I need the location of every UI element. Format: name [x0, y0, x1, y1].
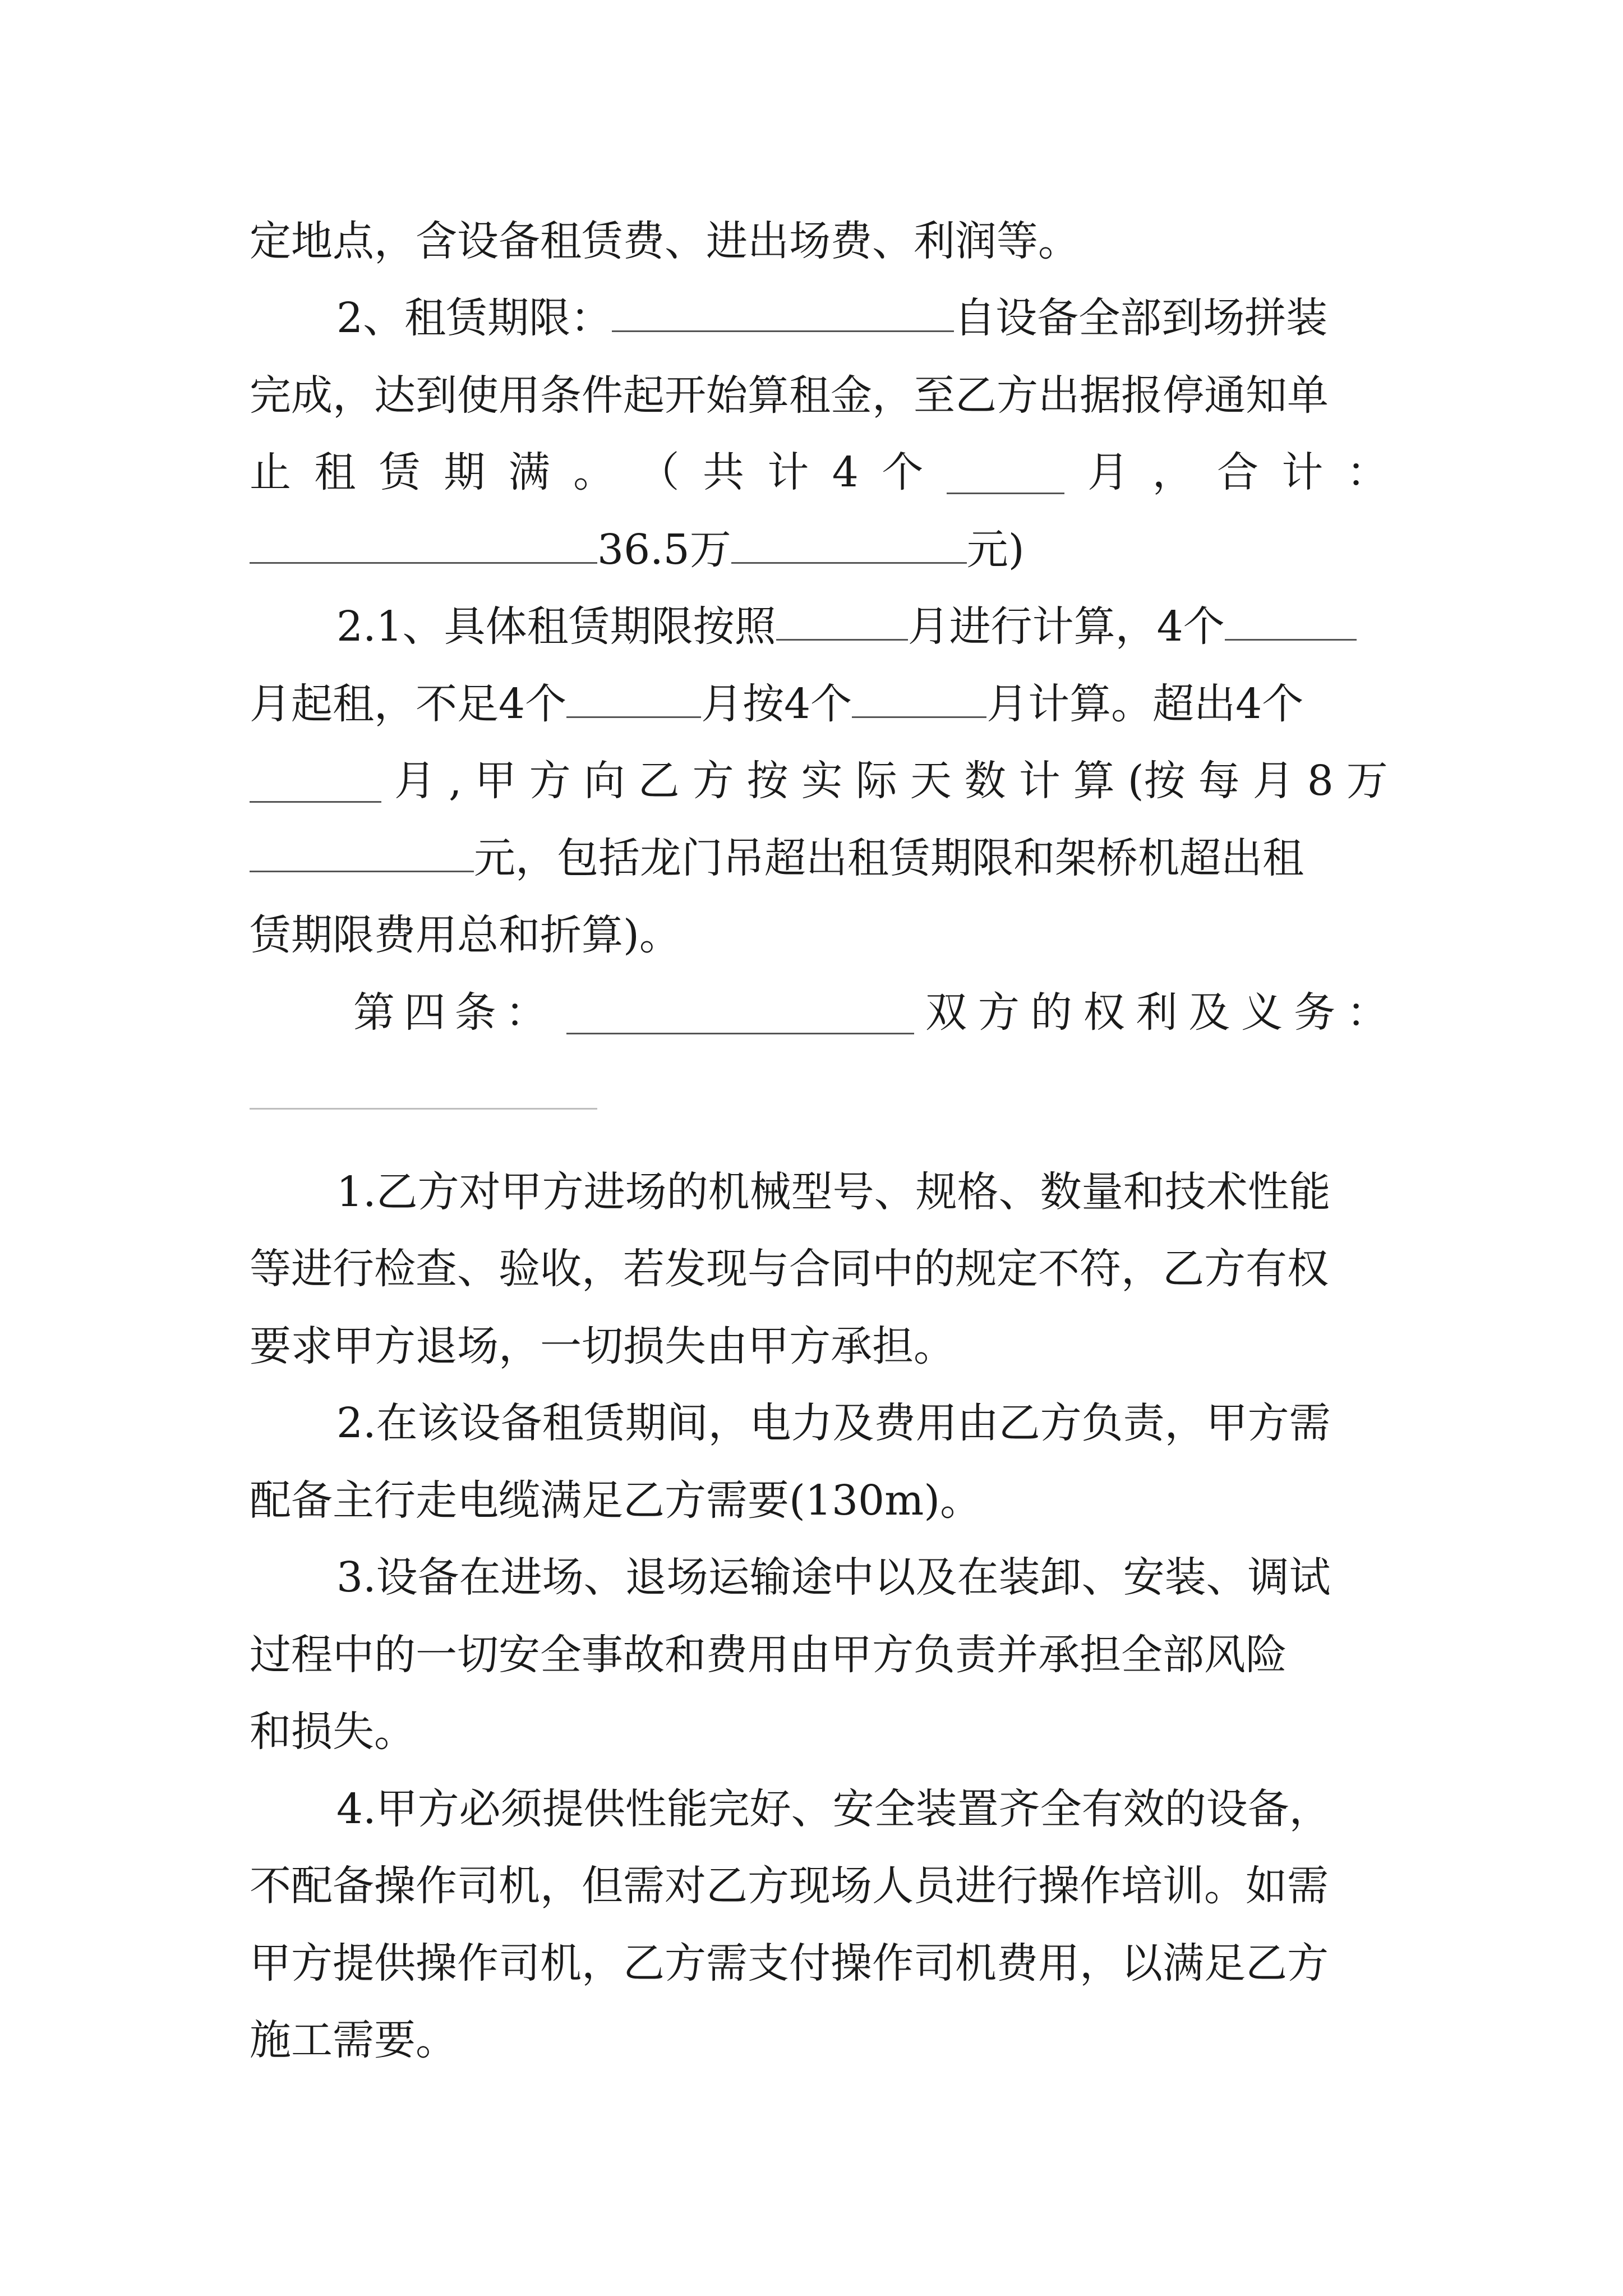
text-span: 不配备操作司机，但需对乙方现场人员进行操作培训。如需 [250, 1862, 1329, 1910]
blank-underline [612, 289, 954, 332]
text-line [250, 1461, 1388, 1540]
text-line [336, 587, 1388, 666]
text-span: 月 [394, 757, 436, 805]
heading-right [925, 973, 1388, 1052]
text-span: 计 [767, 448, 809, 496]
text-span: 2、租赁期限： [336, 294, 612, 342]
text-line [250, 896, 1388, 974]
text-span: 4 [832, 448, 859, 496]
text-span: 共 [702, 448, 744, 496]
text-span: 合 [1217, 448, 1258, 496]
text-line [250, 1847, 1388, 1925]
text-line [250, 819, 1388, 898]
text-span: 方 [692, 757, 734, 805]
text-span: 利 [1136, 988, 1178, 1037]
heading-left [353, 973, 547, 1052]
blank-underline [566, 675, 701, 718]
text-span: （ [638, 448, 680, 496]
text-line [336, 1770, 1388, 1848]
section-heading [353, 973, 1388, 1052]
text-span: 际 [855, 757, 897, 805]
text-span: 配备主行走电缆满足乙方需要(130m)。 [250, 1476, 982, 1525]
text-span: 甲方提供操作司机，乙方需支付操作司机费用，以满足乙方 [250, 1939, 1329, 1987]
text-span: 四 [404, 988, 446, 1037]
text-line [250, 1692, 1388, 1771]
text-span: 36.5万 [597, 526, 731, 574]
text-span: 务 [1294, 988, 1336, 1037]
text-span: ： [505, 988, 547, 1037]
text-line [250, 1307, 1388, 1386]
text-span: 期 [444, 448, 486, 496]
text-line [250, 510, 1388, 589]
text-span: 2.在该设备租赁期间，电力及费用由乙方负责，甲方需 [336, 1399, 1331, 1447]
text-span: 双 [925, 988, 967, 1037]
text-span: 赁期限费用总和折算)。 [250, 911, 681, 959]
text-span: 。 [573, 448, 615, 496]
blank-underline [947, 451, 1064, 494]
text-span: 的 [1030, 988, 1072, 1037]
text-span: ： [1347, 988, 1388, 1037]
text-span: 3.设备在进场、退场运输途中以及在装卸、安装、调试 [336, 1553, 1331, 1602]
text-line [336, 1153, 1388, 1231]
text-span: 完成，达到使用条件起开始算租金，至乙方出据报停通知单 [250, 371, 1329, 420]
text-span: 自设备全部到场拼装 [954, 294, 1328, 342]
text-span: 月按4个 [701, 680, 852, 728]
text-span: 义 [1241, 988, 1283, 1037]
text-span: 乙 [638, 757, 680, 805]
text-line [250, 1924, 1388, 2003]
text-line [250, 433, 1388, 512]
text-span: 数 [964, 757, 1006, 805]
text-line [250, 356, 1388, 435]
blank-underline [731, 521, 967, 564]
text-line [250, 1230, 1388, 1308]
text-span: 租 [314, 448, 356, 496]
text-span: 实 [801, 757, 843, 805]
text-line [250, 742, 1388, 820]
text-span: 2.1、具体租赁期限按照 [336, 602, 776, 651]
text-span: , [449, 757, 462, 805]
text-span: 向 [583, 757, 625, 805]
text-line [250, 2001, 1388, 2079]
text-span: 计 [1281, 448, 1324, 496]
text-span: 方 [978, 988, 1020, 1037]
text-span: 天 [910, 757, 952, 805]
text-span: 月 [1252, 757, 1294, 805]
text-span: 8 [1307, 757, 1334, 805]
text-span: 权 [1083, 988, 1125, 1037]
text-span: 甲 [474, 757, 517, 805]
text-span: 元，包括龙门吊超出租赁期限和架桥机超出租 [474, 834, 1304, 882]
text-span: 满 [508, 448, 550, 496]
text-span: 个 [882, 448, 924, 496]
text-span: 要求甲方退场，一切损失由甲方承担。 [250, 1322, 955, 1370]
text-span: 赁 [379, 448, 421, 496]
text-span: 每 [1198, 757, 1240, 805]
blank-underline [566, 991, 914, 1034]
text-span: ， [1152, 448, 1194, 496]
text-span: 方 [529, 757, 571, 805]
text-span: 元) [966, 526, 1025, 574]
text-line [336, 1538, 1388, 1617]
blank-underline [852, 675, 986, 718]
text-span: 定地点，含设备租赁费、进出场费、利润等。 [250, 217, 1080, 265]
text-span: 月 [1087, 448, 1129, 496]
blank-rule [250, 1108, 597, 1110]
text-line [336, 1384, 1388, 1462]
text-span: 4.甲方必须提供性能完好、安全装置齐全有效的设备， [336, 1785, 1331, 1833]
text-span: 万 [1346, 757, 1388, 805]
text-span: 止 [250, 448, 291, 496]
text-span: 等进行检查、验收，若发现与合同中的规定不符，乙方有权 [250, 1245, 1329, 1293]
blank-underline [250, 829, 474, 872]
text-line [336, 279, 1388, 357]
text-span: 1.乙方对甲方进场的机械型号、规格、数量和技术性能 [336, 1168, 1331, 1216]
text-span: 月起租，不足4个 [250, 680, 567, 728]
text-span: 计 [1018, 757, 1061, 805]
blank-underline [250, 521, 597, 564]
text-span: 第 [353, 988, 395, 1037]
text-span: 和损失。 [250, 1708, 416, 1756]
text-line [250, 1616, 1388, 1694]
blank-underline [250, 760, 381, 803]
text-span: 月计算。超出4个 [986, 680, 1304, 728]
text-span: (按 [1127, 757, 1186, 805]
blank-underline [1225, 597, 1357, 641]
text-span: 过程中的一切安全事故和费用由甲方负责并承担全部风险 [250, 1631, 1287, 1679]
blank-underline [776, 597, 908, 641]
text-span: 按 [746, 757, 789, 805]
text-span: 施工需要。 [250, 2016, 457, 2064]
text-line [250, 202, 1388, 280]
text-span: ： [1346, 448, 1388, 496]
text-span: 条 [454, 988, 496, 1037]
text-line [250, 665, 1388, 743]
text-span: 算 [1073, 757, 1115, 805]
text-span: 月进行计算，4个 [907, 602, 1225, 651]
text-span: 及 [1188, 988, 1230, 1037]
